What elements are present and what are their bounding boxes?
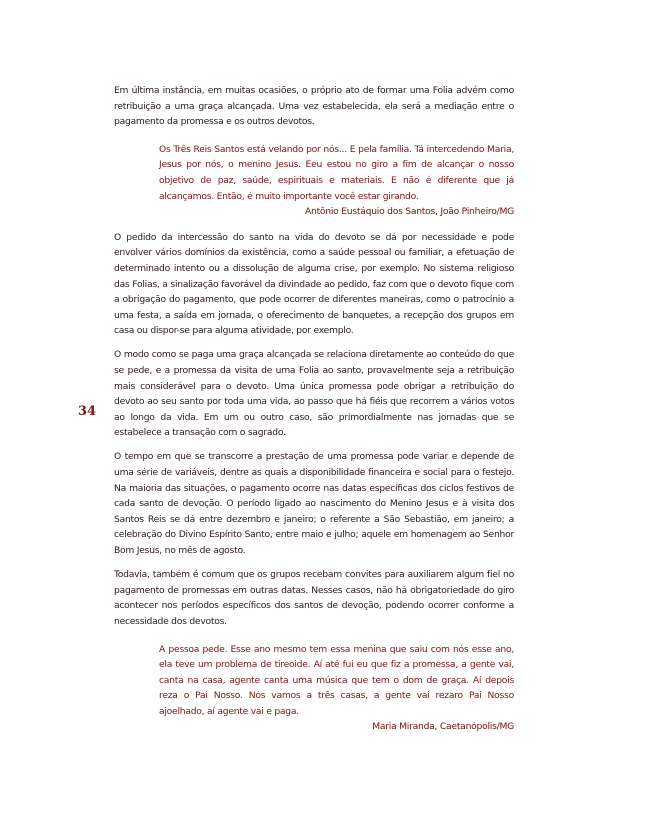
block-quote xyxy=(159,642,514,736)
block-quote xyxy=(159,142,514,220)
paragraph: O tempo em que se transcorre a prestação de uma promessa pode variar e depende de uma série de variáveis, dentre as quais a disponibilidade financeira e social para o festejo. Na maioria das situações, o pagamento ocorre nas datas específicas dos ciclos festivos de cada santo de devoção. O período ligado ao nascimento do Menino Jesus e à visita dos Santos Reis se dá entre dezembro e janeiro; o referente a São Sebastião, em janeiro; a celebração do Divino Espírito Santo, entre maio e julho; aquele em homenagem ao Senhor Bom Jesus, no mês de agosto. xyxy=(114,451,514,557)
paragraph: O pedido da intercessão do santo na vida do devoto se dá por necessidade e pode envolver vários domínios da existência, como a saúde pessoal ou familiar, a efetuação de determinado intento ou a dissolução de alguma crise, por exemplo. No sistema religioso das Folias, a sinalização favorável da divindade ao pedido, faz com que o devoto fique com a obrigação do pagamento, que pode ocorrer de diferentes maneiras, como o patrocínio a uma festa, a saída em jornada, o oferecimento de banquetes, a recepção dos grupos em casa ou dispor-se para alguma atividade, por exemplo. xyxy=(114,231,514,337)
paragraph: O modo como se paga uma graça alcançada se relaciona diretamente ao conteúdo do que se pede, e a promessa da visita de uma Folia ao santo, provavelmente seja a retribuição mais considerável para o devoto. Uma única promessa pode obrigar a retribuição do devoto ao seu santo por toda uma vida, ao passo que há fiéis que recorrem a vários votos ao longo da vida. Em um ou outro caso, são primordialmente nas jornadas que se estabelece a transação com o sagrado. xyxy=(114,349,514,439)
page-number: 34 xyxy=(78,404,97,419)
quote-text: A pessoa pede. Esse ano mesmo tem essa menina que saiu com nós esse ano, ela teve um problema de tireoide. Aí até fui eu que fiz a promessa, a gente vai, canta na casa, agente canta uma música que tem o dom de graça. Aí depois reza o Pai Nosso. Nós vamos a três casas, a gente vai rezaro Pai Nosso ajoelhado, aí agente vai e paga. xyxy=(159,643,514,717)
paragraph: Todavia, também é comum que os grupos recebam convites para auxiliarem algum fiel no pagamento de promessas em outras datas. Nesses casos, não há obrigatoriedade do giro acontecer nos períodos específicos dos santos de devoção, podendo ocorrer conforme a necessidade dos devotos. xyxy=(114,569,514,627)
document-body xyxy=(114,83,514,745)
quote-attribution: Maria Miranda, Caetanópolis/MG xyxy=(372,721,514,733)
quote-text: Os Três Reis Santos está velando por nós... E pela família. Tá intercedendo Maria, Jesus por nós, o menino Jesus. Eeu estou no giro a fim de alcançar o nosso objetivo de paz, saúde, espirituais e materiais. E não é diferente que já alcançamos. Então, é muito importante você estar girando. xyxy=(159,143,514,202)
quote-attribution: Antônio Eustáquio dos Santos, João Pinheiro/MG xyxy=(304,206,514,218)
paragraph: Em última instância, em muitas ocasiões, o próprio ato de formar uma Folia advém como retribuição a uma graça alcançada. Uma vez estabelecida, ela será a mediação entre o pagamento da promessa e os outros devotos. xyxy=(114,85,514,128)
